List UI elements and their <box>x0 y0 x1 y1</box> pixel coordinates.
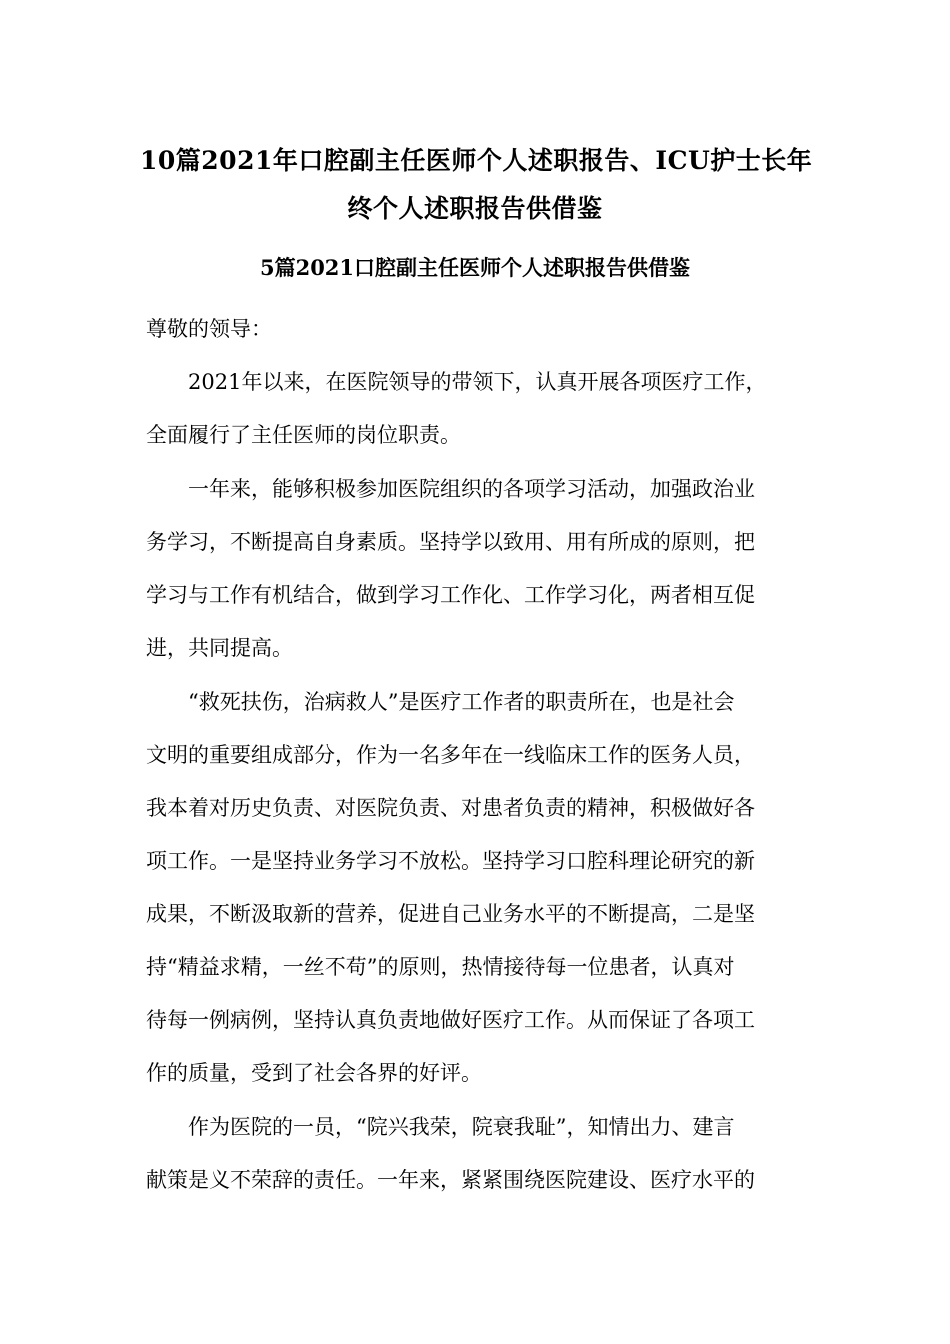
paragraph-3-line-2: 文明的重要组成部分，作为一名多年在一线临床工作的医务人员， <box>146 743 755 767</box>
paragraph-1-line-1: 2021年以来，在医院领导的带领下，认真开展各项医疗工作， <box>188 370 767 394</box>
document-subtitle: 5篇2021口腔副主任医师个人述职报告供借鉴 <box>259 255 691 280</box>
document-title-line-1: 10篇2021年口腔副主任医师个人述职报告、ICU护士长年 <box>140 146 813 175</box>
salutation: 尊敬的领导： <box>146 317 272 341</box>
paragraph-3-line-3: 我本着对历史负责、对医院负责、对患者负责的精神，积极做好各 <box>146 796 755 820</box>
paragraph-2-line-2: 务学习，不断提高自身素质。坚持学以致用、用有所成的原则，把 <box>146 530 755 554</box>
paragraph-3-line-7: 待每一例病例，坚持认真负责地做好医疗工作。从而保证了各项工 <box>146 1008 755 1032</box>
paragraph-3-line-5: 成果，不断汲取新的营养，促进自己业务水平的不断提高，二是坚 <box>146 902 755 926</box>
paragraph-2-line-4: 进，共同提高。 <box>146 636 293 660</box>
paragraph-2-line-3: 学习与工作有机结合，做到学习工作化、工作学习化，两者相互促 <box>146 583 755 607</box>
paragraph-3-line-4: 项工作。一是坚持业务学习不放松。坚持学习口腔科理论研究的新 <box>146 849 755 873</box>
paragraph-2-line-1: 一年来，能够积极参加医院组织的各项学习活动，加强政治业 <box>188 477 755 501</box>
paragraph-4-line-2: 献策是义不荣辞的责任。一年来，紧紧围绕医院建设、医疗水平的 <box>146 1168 755 1192</box>
paragraph-3-line-8: 作的质量，受到了社会各界的好评。 <box>146 1061 482 1085</box>
paragraph-1-line-2: 全面履行了主任医师的岗位职责。 <box>146 423 461 447</box>
paragraph-3-line-6: 持“精益求精，一丝不苟”的原则，热情接待每一位患者，认真对 <box>146 955 735 979</box>
document-title-line-2: 终个人述职报告供借鉴 <box>347 194 603 223</box>
paragraph-3-line-1: “救死扶伤，治病救人”是医疗工作者的职责所在，也是社会 <box>188 690 735 714</box>
paragraph-4-line-1: 作为医院的一员，“院兴我荣，院衰我耻”，知情出力、建言 <box>188 1115 735 1139</box>
